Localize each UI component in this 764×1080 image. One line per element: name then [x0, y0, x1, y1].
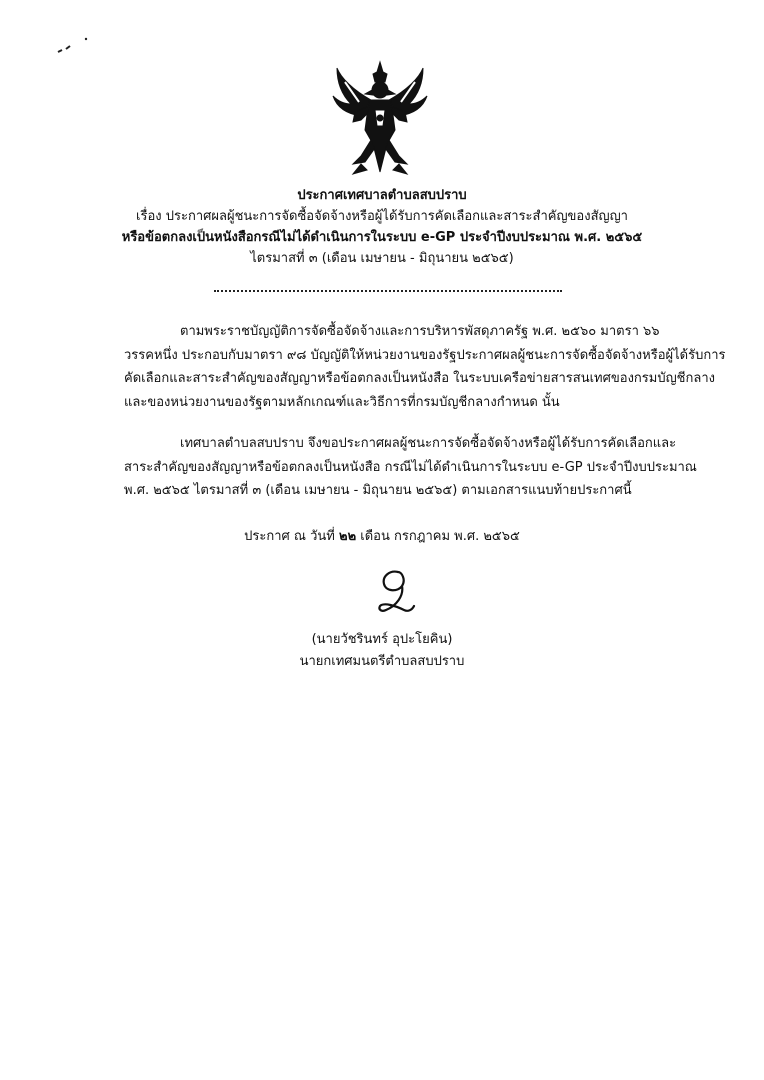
paragraph-announcement — [124, 432, 697, 503]
paragraph-line: เทศบาลตำบลสบปราบ จึงขอประกาศผลผู้ชนะการจัดซื้อจัดจ้างหรือผู้ได้รับการคัดเลือกและ — [180, 436, 677, 451]
paragraph-line: คัดเลือกและสาระสำคัญของสัญญาหรือข้อตกลงเป็นหนังสือ ในระบบเครือข่ายสารสนเทศของกรมบัญชีกลาง — [124, 371, 715, 386]
signatory-name: (นายวัชรินทร์ อุปะโยคิน) — [311, 632, 453, 647]
paragraph-legal-basis — [124, 320, 726, 414]
date-prefix: ประกาศ ณ วันที่ — [244, 529, 335, 544]
subject-line-1: เรื่อง ประกาศผลผู้ชนะการจัดซื้อจัดจ้างหรือผู้ได้รับการคัดเลือกและสาระสำคัญของสัญญา — [136, 209, 628, 224]
dotted-divider — [214, 290, 562, 292]
handwritten-signature-icon — [368, 566, 420, 620]
announcement-title: ประกาศเทศบาลตำบลสบปราบ — [297, 188, 467, 203]
subject-line-3: ไตรมาสที่ ๓ (เดือน เมษายน - มิถุนายน ๒๕๖๕) — [250, 251, 514, 266]
signatory-position: นายกเทศมนตรีตำบลสบปราบ — [299, 654, 465, 669]
scan-speck-marks — [50, 36, 110, 58]
subject-line-2: หรือข้อตกลงเป็นหนังสือกรณีไม่ได้ดำเนินการในระบบ e-GP ประจำปีงบประมาณ พ.ศ. ๒๕๖๕ — [121, 230, 643, 245]
garuda-emblem-icon — [331, 60, 429, 178]
paragraph-line: สาระสำคัญของสัญญาหรือข้อตกลงเป็นหนังสือ กรณีไม่ได้ดำเนินการในระบบ e-GP ประจำปีงบประมาณ — [124, 459, 697, 475]
paragraph-line: วรรคหนึ่ง ประกอบกับมาตรา ๙๘ บัญญัติให้หน่วยงานของรัฐประกาศผลผู้ชนะการจัดซื้อจัดจ้างหรือผู้ได้รับการ — [124, 347, 726, 363]
date-day: ๒๒ — [339, 529, 357, 544]
paragraph-line: และของหน่วยงานของรัฐตามหลักเกณฑ์และวิธีการที่กรมบัญชีกลางกำหนด นั้น — [124, 394, 560, 410]
paragraph-line: ตามพระราชบัญญัติการจัดซื้อจัดจ้างและการบริหารพัสดุภาครัฐ พ.ศ. ๒๕๖๐ มาตรา ๖๖ — [180, 324, 660, 339]
date-month-year: เดือน กรกฎาคม พ.ศ. ๒๕๖๕ — [360, 529, 520, 544]
paragraph-line: พ.ศ. ๒๕๖๕ ไตรมาสที่ ๓ (เดือน เมษายน - มิถุนายน ๒๕๖๕) ตามเอกสารแนบท้ายประกาศนี้ — [124, 483, 632, 498]
announcement-date — [0, 525, 764, 546]
